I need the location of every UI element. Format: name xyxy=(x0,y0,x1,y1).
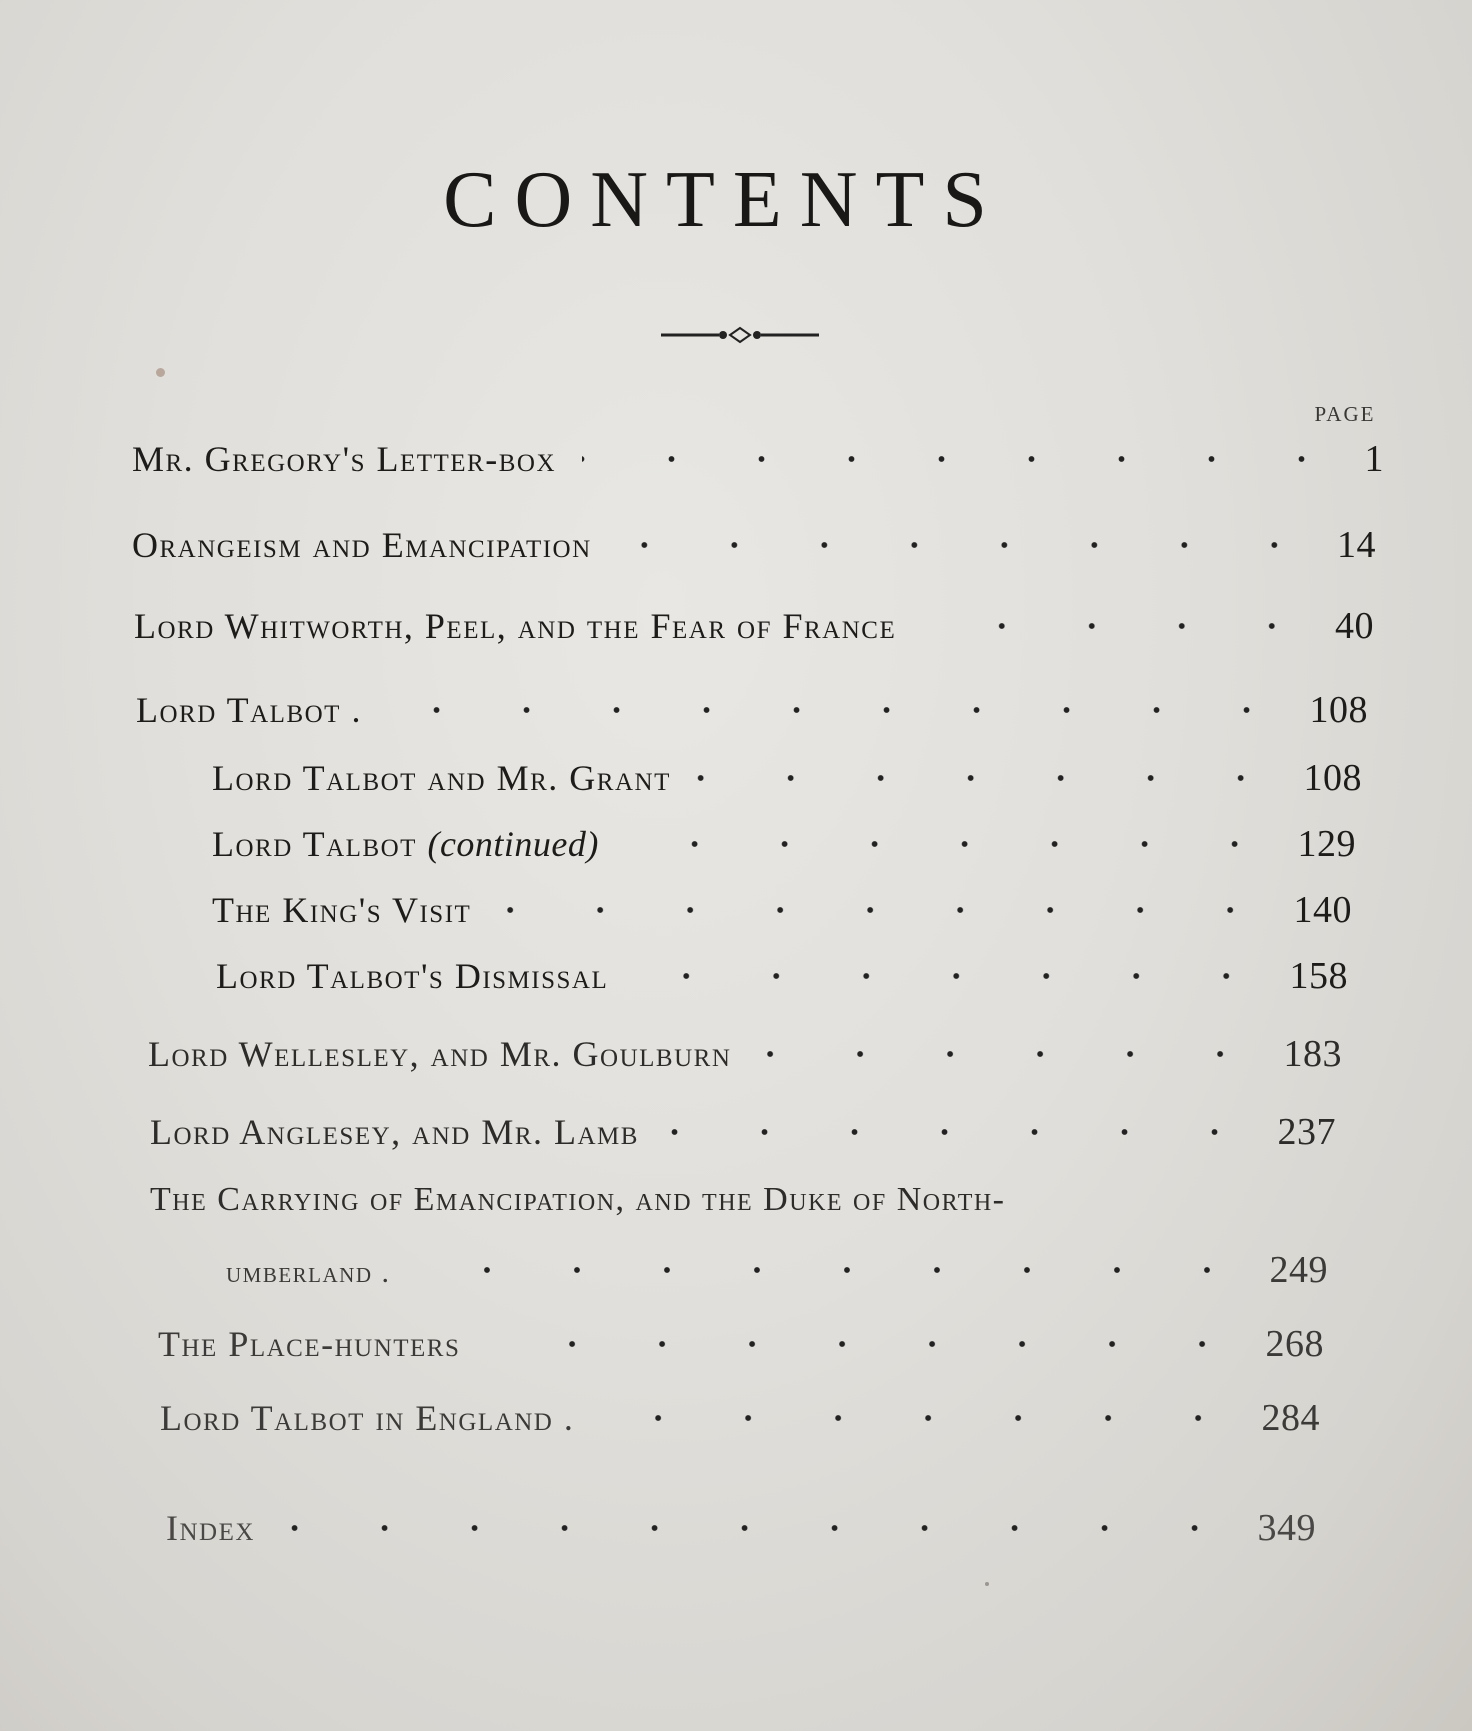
toc-entry-title: Lord Talbot . xyxy=(136,690,362,730)
toc-entry-page: 284 xyxy=(1261,1397,1320,1439)
toc-entry-title: The Place-hunters xyxy=(158,1324,461,1364)
toc-entry-page: 268 xyxy=(1265,1323,1324,1365)
toc-entry[interactable] xyxy=(136,688,1368,732)
dot-leader xyxy=(388,705,1292,715)
toc-entry-title: Lord Talbot's Dismissal xyxy=(216,956,609,996)
dot-leader xyxy=(618,540,1319,550)
toc-entry-title: Lord Talbot and Mr. Grant xyxy=(212,758,671,798)
dot-leader xyxy=(417,1265,1252,1275)
toc-entry-page: 129 xyxy=(1297,823,1356,865)
toc-entry-title xyxy=(212,822,599,866)
toc-entry-page: 1 xyxy=(1364,438,1384,480)
dot-leader xyxy=(486,1339,1247,1349)
toc-entry-page: 108 xyxy=(1309,689,1368,731)
ornament-divider xyxy=(661,324,819,346)
dot-leader xyxy=(922,621,1317,631)
dot-leader xyxy=(582,454,1347,464)
toc-entry-title: Lord Whitworth, Peel, and the Fear of France xyxy=(134,606,897,646)
toc-entry[interactable] xyxy=(150,1110,1336,1154)
toc-entry-title: The King's Visit xyxy=(212,890,472,930)
paper-speck xyxy=(985,1582,989,1586)
toc-entry-title: Lord Anglesey, and Mr. Lamb xyxy=(150,1112,639,1152)
toc-entry-title-continued: umberland . xyxy=(226,1256,391,1289)
page-title: CONTENTS xyxy=(443,156,1005,244)
toc-entry-page: 14 xyxy=(1337,524,1376,566)
toc-entry[interactable] xyxy=(134,604,1374,648)
toc-entry-page: 237 xyxy=(1277,1111,1336,1153)
dot-leader xyxy=(757,1049,1265,1059)
toc-entry[interactable] xyxy=(226,1248,1328,1292)
toc-entry-title: Mr. Gregory's Letter-box xyxy=(132,439,556,479)
dot-leader xyxy=(625,839,1280,849)
toc-entry[interactable] xyxy=(212,888,1352,932)
toc-entry[interactable] xyxy=(148,1032,1342,1076)
dot-leader xyxy=(600,1413,1243,1423)
toc-entry-page: 249 xyxy=(1269,1249,1328,1291)
toc-entry[interactable] xyxy=(166,1506,1316,1550)
paper-speck xyxy=(156,368,165,377)
toc-entry-page: 349 xyxy=(1257,1507,1316,1549)
toc-entry-title-prefix: Lord Talbot xyxy=(212,824,428,864)
dot-leader xyxy=(665,1127,1260,1137)
toc-entry[interactable] xyxy=(212,756,1362,800)
page-column-label: PAGE xyxy=(1314,402,1376,426)
toc-entry[interactable] xyxy=(132,523,1376,567)
dot-leader xyxy=(697,773,1286,783)
toc-entry[interactable] xyxy=(212,822,1356,866)
toc-entry-title: Lord Talbot in England . xyxy=(160,1398,575,1438)
toc-entry-title-line[interactable]: The Carrying of Emancipation, and the Duke of North- xyxy=(150,1181,1006,1218)
dot-leader xyxy=(497,905,1275,915)
toc-entry-page: 183 xyxy=(1283,1033,1342,1075)
toc-entry[interactable] xyxy=(132,437,1384,481)
toc-entry[interactable] xyxy=(158,1322,1324,1366)
toc-entry-page: 158 xyxy=(1289,955,1348,997)
toc-entry-title: Index xyxy=(166,1508,255,1548)
dot-leader xyxy=(281,1523,1240,1533)
toc-entry-title-italic: (continued) xyxy=(427,824,599,864)
toc-entry-title: Lord Wellesley, and Mr. Goulburn xyxy=(148,1034,732,1074)
dot-leader xyxy=(634,971,1271,981)
toc-entry-title: Orangeism and Emancipation xyxy=(132,525,592,565)
toc-entry[interactable] xyxy=(216,954,1348,998)
toc-entry-page: 40 xyxy=(1335,605,1374,647)
toc-entry[interactable] xyxy=(160,1396,1320,1440)
toc-entry-page: 140 xyxy=(1293,889,1352,931)
toc-entry-page: 108 xyxy=(1303,757,1362,799)
